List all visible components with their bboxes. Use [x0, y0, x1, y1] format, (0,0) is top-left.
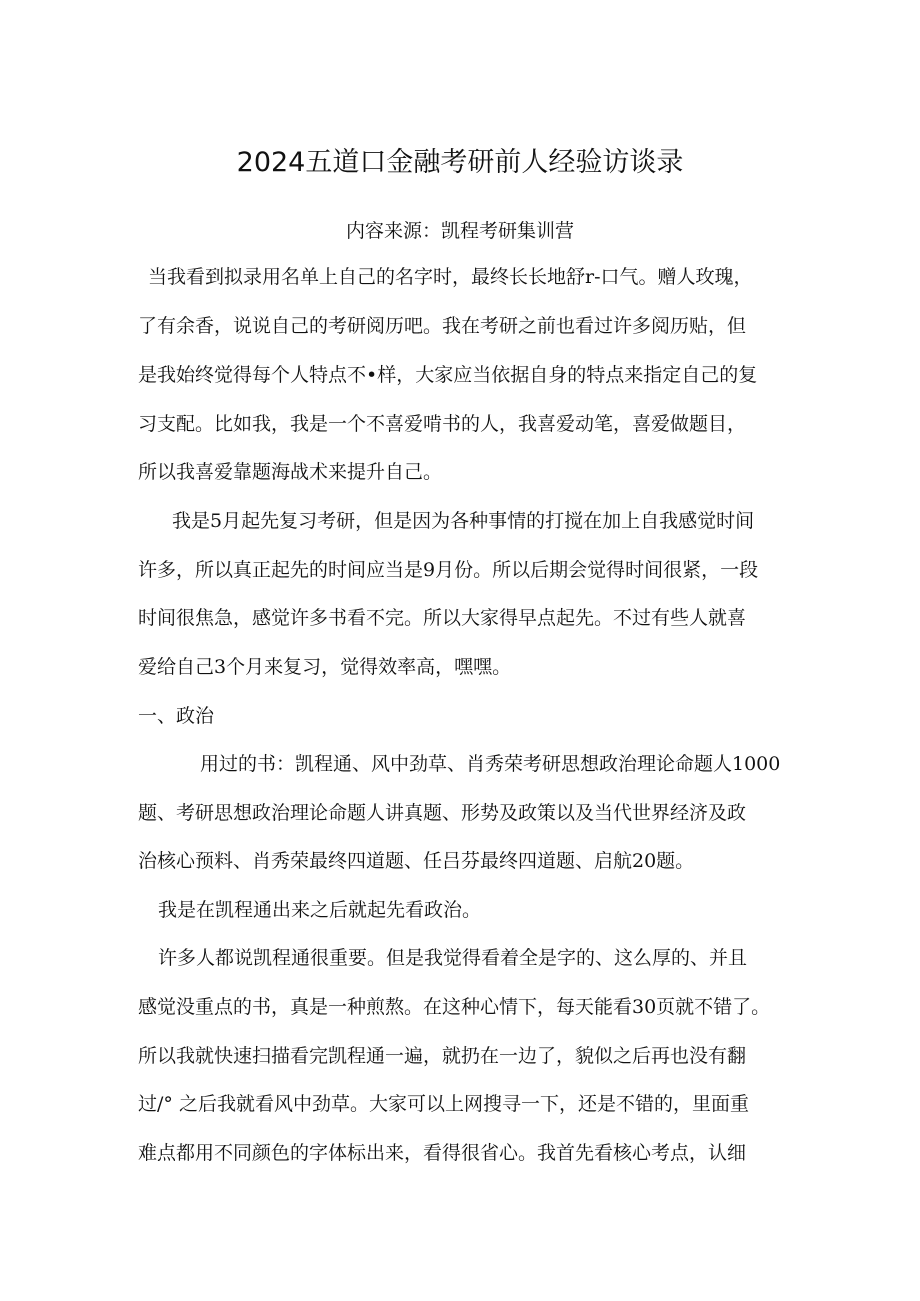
paragraph-line: 了有余香，说说自己的考研阅历吧。我在考研之前也看过许多阅历贴，但 [138, 315, 747, 337]
paragraph-line: 许多人都说凯程通很重要。但是我觉得看着全是字的、这么厚的、并且 [158, 947, 748, 969]
paragraph-line: 时间很焦急，感觉许多书看不完。所以大家得早点起先。不过有些人就喜 [138, 607, 747, 629]
paragraph-line: 所以我就快速扫描看完凯程通一遍，就扔在一边了，貌似之后再也没有翻 [138, 1045, 747, 1067]
paragraph-line: 我是在凯程通出来之后就起先看政治。 [158, 899, 482, 921]
paragraph-line: 用过的书：凯程通、风中劲草、肖秀荣考研思想政治理论命题人1000 [200, 753, 781, 775]
paragraph-line: 难点都用不同颜色的字体标出来，看得很省心。我首先看核心考点，认细 [138, 1142, 747, 1164]
paragraph-line: 许多，所以真正起先的时间应当是9月份。所以后期会觉得时间很紧，一段 [138, 559, 759, 581]
paragraph-line: 当我看到拟录用名单上自己的名字时，最终长长地舒r-口气。赠人玫瑰， [148, 266, 753, 288]
section-heading: 一、政治 [138, 705, 215, 727]
paragraph-line: 过/° 之后我就看风中劲草。大家可以上网搜寻一下，还是不错的，里面重 [138, 1093, 749, 1115]
content-source: 内容来源：凯程考研集训营 [345, 220, 574, 242]
paragraph-line: 是我始终觉得每个人特点不•样，大家应当依据自身的特点来指定自己的复 [138, 364, 758, 386]
paragraph-line: 我是5月起先复习考研，但是因为各种事情的打搅在加上自我感觉时间 [172, 510, 755, 532]
paragraph-line: 习支配。比如我，我是一个不喜爱啃书的人，我喜爱动笔，喜爱做题目， [138, 413, 747, 435]
paragraph-line: 题、考研思想政治理论命题人讲真题、形势及政策以及当代世界经济及政 [138, 802, 747, 824]
paragraph-line: 治核心预料、肖秀荣最终四道题、任吕芬最终四道题、启航20题。 [138, 850, 695, 872]
paragraph-line: 爱给自己3个月来复习，觉得效率高，嘿嘿。 [138, 656, 512, 678]
paragraph-line: 所以我喜爱靠题海战术来提升自己。 [138, 461, 443, 483]
paragraph-line: 感觉没重点的书，真是一种煎熬。在这种心情下，每天能看30页就不错了。 [138, 996, 771, 1018]
document-title: 2024五道口金融考研前人经验访谈录 [236, 147, 684, 178]
